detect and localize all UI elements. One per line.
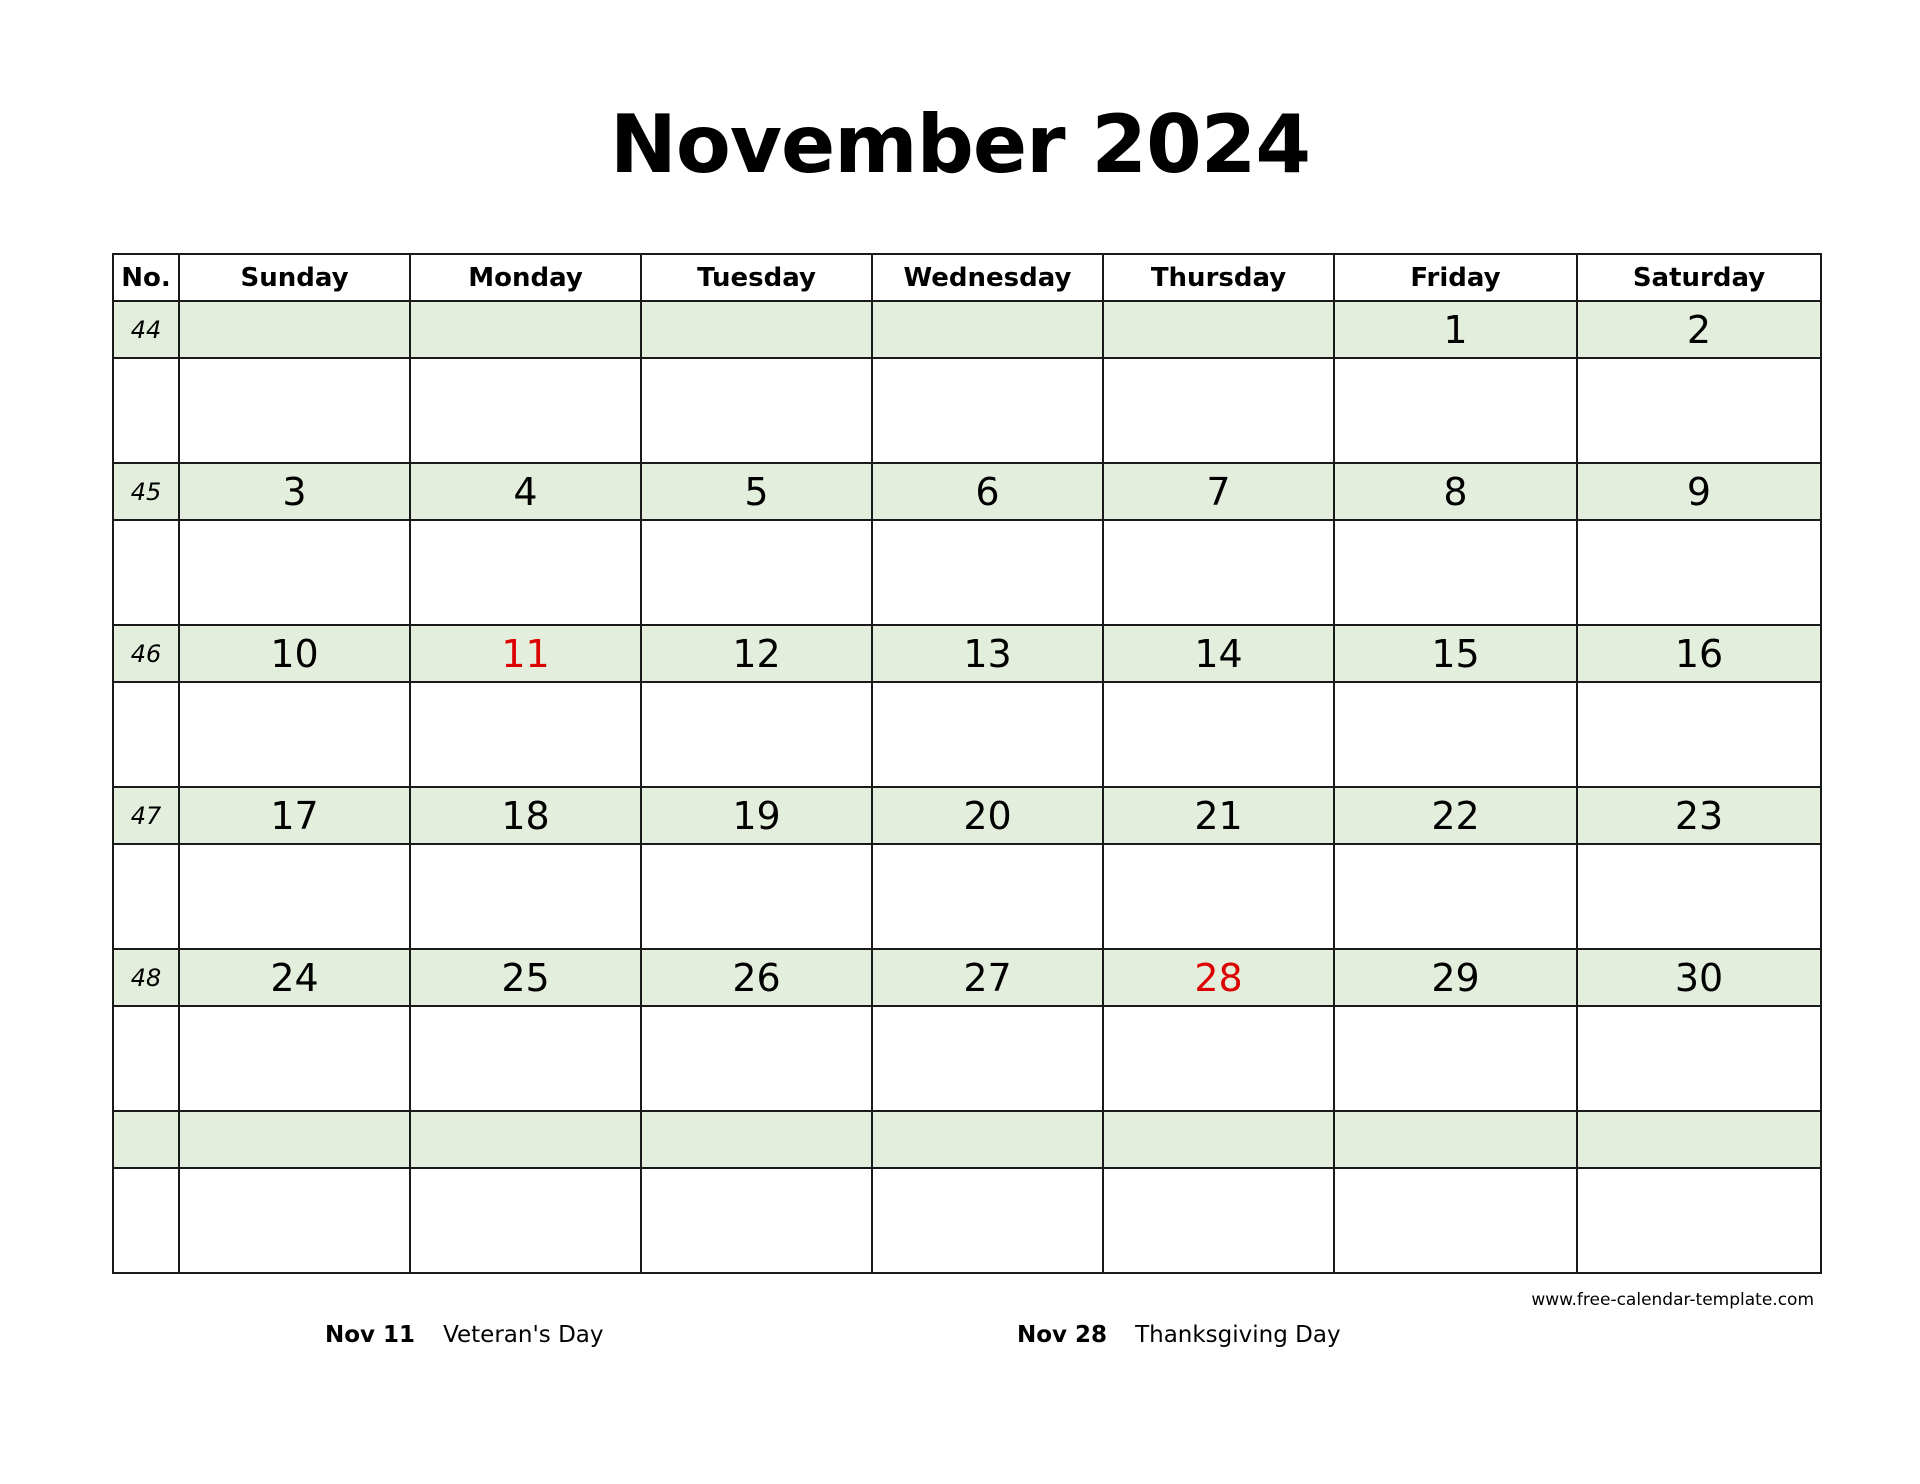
notes-cell[interactable] bbox=[641, 358, 872, 463]
day-number-saturday bbox=[1577, 1111, 1821, 1168]
week-number: 44 bbox=[113, 301, 179, 358]
notes-row bbox=[113, 1006, 1821, 1111]
day-number-saturday: 2 bbox=[1577, 301, 1821, 358]
calendar-grid bbox=[112, 253, 1822, 1274]
notes-cell[interactable] bbox=[113, 520, 179, 625]
notes-cell[interactable] bbox=[179, 844, 410, 949]
notes-cell[interactable] bbox=[641, 844, 872, 949]
day-number-monday: 4 bbox=[410, 463, 641, 520]
notes-cell[interactable] bbox=[1103, 520, 1334, 625]
notes-cell[interactable] bbox=[1103, 1168, 1334, 1273]
notes-cell[interactable] bbox=[1103, 358, 1334, 463]
notes-cell[interactable] bbox=[1334, 844, 1577, 949]
week-row bbox=[113, 1111, 1821, 1168]
notes-cell[interactable] bbox=[113, 844, 179, 949]
holiday-date: Nov 11 bbox=[325, 1322, 416, 1348]
day-number-friday: 22 bbox=[1334, 787, 1577, 844]
day-number-saturday: 23 bbox=[1577, 787, 1821, 844]
notes-cell[interactable] bbox=[1334, 682, 1577, 787]
notes-cell[interactable] bbox=[179, 682, 410, 787]
notes-cell[interactable] bbox=[410, 682, 641, 787]
day-number-thursday bbox=[1103, 301, 1334, 358]
holiday-item bbox=[1017, 1322, 1341, 1348]
notes-cell[interactable] bbox=[872, 844, 1103, 949]
notes-row bbox=[113, 520, 1821, 625]
day-number-sunday bbox=[179, 1111, 410, 1168]
notes-cell[interactable] bbox=[113, 682, 179, 787]
holiday-item bbox=[325, 1322, 604, 1348]
day-number-monday: 25 bbox=[410, 949, 641, 1006]
week-number: 46 bbox=[113, 625, 179, 682]
notes-cell[interactable] bbox=[1577, 682, 1821, 787]
week-row bbox=[113, 301, 1821, 358]
day-number-wednesday: 13 bbox=[872, 625, 1103, 682]
day-number-wednesday bbox=[872, 1111, 1103, 1168]
notes-row bbox=[113, 358, 1821, 463]
notes-cell[interactable] bbox=[179, 1006, 410, 1111]
day-number-tuesday bbox=[641, 1111, 872, 1168]
notes-cell[interactable] bbox=[641, 520, 872, 625]
notes-cell[interactable] bbox=[872, 1006, 1103, 1111]
notes-cell[interactable] bbox=[1577, 1006, 1821, 1111]
notes-row bbox=[113, 682, 1821, 787]
header-monday: Monday bbox=[410, 254, 641, 301]
notes-cell[interactable] bbox=[1334, 520, 1577, 625]
day-number-friday: 29 bbox=[1334, 949, 1577, 1006]
day-number-sunday: 10 bbox=[179, 625, 410, 682]
notes-cell[interactable] bbox=[1334, 358, 1577, 463]
calendar-title: November 2024 bbox=[609, 98, 1311, 191]
notes-cell[interactable] bbox=[872, 1168, 1103, 1273]
day-number-wednesday: 20 bbox=[872, 787, 1103, 844]
day-number-sunday: 24 bbox=[179, 949, 410, 1006]
notes-cell[interactable] bbox=[410, 358, 641, 463]
day-number-tuesday bbox=[641, 301, 872, 358]
holiday-name: Veteran's Day bbox=[443, 1322, 604, 1348]
notes-cell[interactable] bbox=[113, 1006, 179, 1111]
notes-row bbox=[113, 844, 1821, 949]
day-number-tuesday: 19 bbox=[641, 787, 872, 844]
notes-cell[interactable] bbox=[872, 358, 1103, 463]
header-wednesday: Wednesday bbox=[872, 254, 1103, 301]
day-number-monday bbox=[410, 1111, 641, 1168]
notes-cell[interactable] bbox=[1334, 1006, 1577, 1111]
day-number-friday: 15 bbox=[1334, 625, 1577, 682]
day-number-saturday: 30 bbox=[1577, 949, 1821, 1006]
day-number-saturday: 16 bbox=[1577, 625, 1821, 682]
week-number: 45 bbox=[113, 463, 179, 520]
notes-cell[interactable] bbox=[410, 1168, 641, 1273]
day-number-thursday: 28 bbox=[1103, 949, 1334, 1006]
notes-cell[interactable] bbox=[113, 358, 179, 463]
holiday-date: Nov 28 bbox=[1017, 1322, 1108, 1348]
notes-cell[interactable] bbox=[1103, 844, 1334, 949]
day-number-monday bbox=[410, 301, 641, 358]
notes-cell[interactable] bbox=[641, 1168, 872, 1273]
header-week-number: No. bbox=[113, 254, 179, 301]
header-row bbox=[113, 254, 1821, 301]
notes-cell[interactable] bbox=[179, 520, 410, 625]
notes-cell[interactable] bbox=[410, 844, 641, 949]
notes-cell[interactable] bbox=[641, 1006, 872, 1111]
day-number-friday: 8 bbox=[1334, 463, 1577, 520]
week-number: 47 bbox=[113, 787, 179, 844]
day-number-sunday: 17 bbox=[179, 787, 410, 844]
day-number-tuesday: 12 bbox=[641, 625, 872, 682]
notes-cell[interactable] bbox=[410, 1006, 641, 1111]
header-thursday: Thursday bbox=[1103, 254, 1334, 301]
notes-cell[interactable] bbox=[179, 358, 410, 463]
header-friday: Friday bbox=[1334, 254, 1577, 301]
week-row bbox=[113, 625, 1821, 682]
notes-cell[interactable] bbox=[872, 520, 1103, 625]
notes-cell[interactable] bbox=[1103, 682, 1334, 787]
day-number-sunday bbox=[179, 301, 410, 358]
notes-cell[interactable] bbox=[641, 682, 872, 787]
website-link[interactable]: www.free-calendar-template.com bbox=[1531, 1290, 1814, 1310]
notes-cell[interactable] bbox=[113, 1168, 179, 1273]
notes-cell[interactable] bbox=[1103, 1006, 1334, 1111]
notes-cell[interactable] bbox=[179, 1168, 410, 1273]
day-number-wednesday: 27 bbox=[872, 949, 1103, 1006]
header-tuesday: Tuesday bbox=[641, 254, 872, 301]
holiday-name: Thanksgiving Day bbox=[1135, 1322, 1341, 1348]
day-number-tuesday: 26 bbox=[641, 949, 872, 1006]
day-number-friday: 1 bbox=[1334, 301, 1577, 358]
notes-cell[interactable] bbox=[1577, 1168, 1821, 1273]
day-number-monday: 11 bbox=[410, 625, 641, 682]
notes-cell[interactable] bbox=[410, 520, 641, 625]
day-number-thursday: 21 bbox=[1103, 787, 1334, 844]
notes-cell[interactable] bbox=[1334, 1168, 1577, 1273]
day-number-wednesday: 6 bbox=[872, 463, 1103, 520]
day-number-monday: 18 bbox=[410, 787, 641, 844]
day-number-tuesday: 5 bbox=[641, 463, 872, 520]
notes-cell[interactable] bbox=[1577, 520, 1821, 625]
day-number-wednesday bbox=[872, 301, 1103, 358]
day-number-thursday: 14 bbox=[1103, 625, 1334, 682]
header-saturday: Saturday bbox=[1577, 254, 1821, 301]
week-number bbox=[113, 1111, 179, 1168]
header-sunday: Sunday bbox=[179, 254, 410, 301]
day-number-sunday: 3 bbox=[179, 463, 410, 520]
notes-cell[interactable] bbox=[1577, 358, 1821, 463]
week-row bbox=[113, 787, 1821, 844]
notes-cell[interactable] bbox=[1577, 844, 1821, 949]
day-number-friday bbox=[1334, 1111, 1577, 1168]
notes-row bbox=[113, 1168, 1821, 1273]
notes-cell[interactable] bbox=[872, 682, 1103, 787]
week-row bbox=[113, 463, 1821, 520]
week-number: 48 bbox=[113, 949, 179, 1006]
day-number-thursday bbox=[1103, 1111, 1334, 1168]
day-number-saturday: 9 bbox=[1577, 463, 1821, 520]
day-number-thursday: 7 bbox=[1103, 463, 1334, 520]
week-row bbox=[113, 949, 1821, 1006]
